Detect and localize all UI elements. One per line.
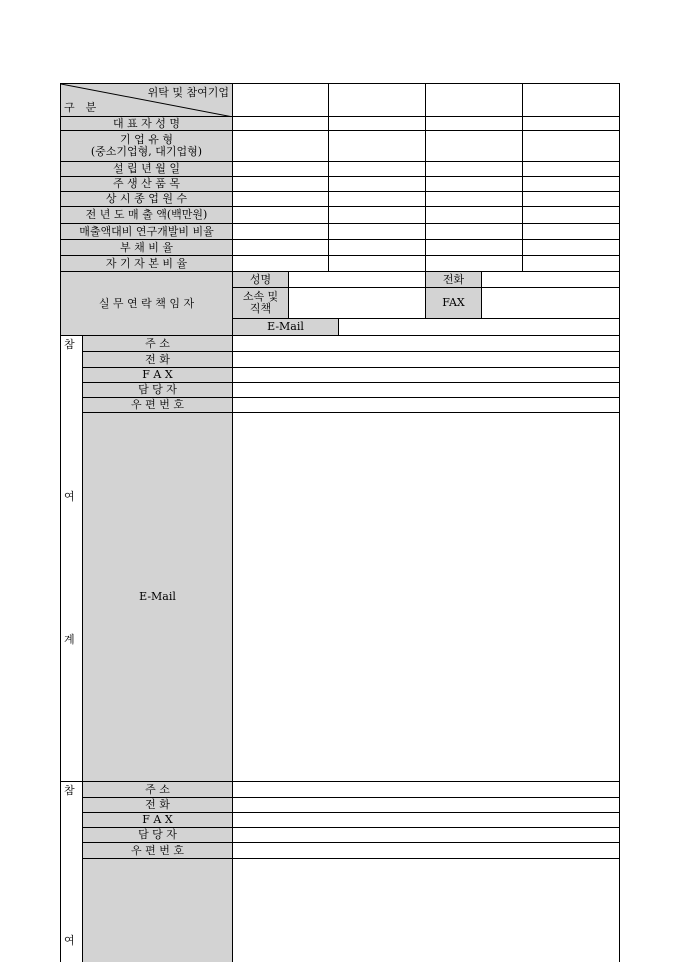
contact-name-field[interactable]	[288, 271, 425, 287]
contact-phone-label: 전화	[425, 271, 481, 287]
participant2-email-field[interactable]	[232, 858, 619, 962]
value-cell[interactable]	[232, 130, 328, 161]
value-cell[interactable]	[522, 239, 619, 255]
value-cell[interactable]	[232, 239, 328, 255]
value-cell[interactable]	[522, 116, 619, 130]
contact-fax-label: FAX	[425, 287, 481, 318]
participant2-address-label: 주 소	[82, 781, 232, 797]
participant2-phone-field[interactable]	[232, 797, 619, 812]
participant2-side-char-2: 여	[64, 934, 75, 947]
value-cell[interactable]	[328, 176, 425, 191]
company-type-line2: (중소기업형, 대기업형)	[90, 145, 203, 158]
value-cell[interactable]	[522, 206, 619, 223]
row-label-employees: 상 시 종 업 원 수	[60, 191, 232, 206]
value-cell[interactable]	[232, 116, 328, 130]
participant2-manager-label: 담 당 자	[82, 827, 232, 842]
participant2-zip-label: 우 편 번 호	[82, 842, 232, 858]
contact-dept-field[interactable]	[288, 287, 425, 318]
value-cell[interactable]	[522, 255, 619, 271]
participant-side-char-1: 참	[64, 338, 75, 351]
contact-dept-line1: 소속 및	[242, 290, 279, 303]
value-cell[interactable]	[425, 191, 522, 206]
participant2-manager-field[interactable]	[232, 827, 619, 842]
value-cell[interactable]	[425, 206, 522, 223]
table-right-border	[619, 83, 620, 962]
participant2-email-label	[82, 858, 232, 962]
header-bottom-label: 구 분	[64, 101, 97, 114]
value-cell[interactable]	[425, 116, 522, 130]
row-label-company-type	[60, 130, 232, 161]
participant2-fax-field[interactable]	[232, 812, 619, 827]
participant-phone-label: 전 화	[82, 351, 232, 367]
participant-manager-label: 담 당 자	[82, 382, 232, 397]
participant2-fax-label: F A X	[82, 812, 232, 827]
participant-address-field[interactable]	[232, 335, 619, 351]
participant2-address-field[interactable]	[232, 781, 619, 797]
participant-fax-label: F A X	[82, 367, 232, 382]
value-cell[interactable]	[522, 223, 619, 239]
participant-zip-field[interactable]	[232, 397, 619, 412]
value-cell[interactable]	[328, 161, 425, 176]
participant-email-label: E-Mail	[82, 412, 232, 781]
row-label-products: 주 생 산 품 목	[60, 176, 232, 191]
participant-side-char-3: 계	[64, 633, 75, 646]
value-cell[interactable]	[232, 223, 328, 239]
value-cell[interactable]	[522, 130, 619, 161]
company-type-line1: 기 업 유 형	[120, 133, 173, 146]
row-label-rnd-ratio: 매출액대비 연구개발비 비율	[60, 223, 232, 239]
participant-zip-label: 우 편 번 호	[82, 397, 232, 412]
value-cell[interactable]	[328, 255, 425, 271]
value-cell[interactable]	[232, 176, 328, 191]
value-cell[interactable]	[328, 130, 425, 161]
participant2-side-char-1: 참	[64, 784, 75, 797]
participant-address-label: 주 소	[82, 335, 232, 351]
company-col-4[interactable]	[522, 83, 619, 116]
row-label-debt-ratio: 부 채 비 율	[60, 239, 232, 255]
participant-phone-field[interactable]	[232, 351, 619, 367]
company-col-1[interactable]	[232, 83, 328, 116]
value-cell[interactable]	[522, 191, 619, 206]
contact-fax-field[interactable]	[481, 287, 619, 318]
value-cell[interactable]	[328, 116, 425, 130]
value-cell[interactable]	[232, 191, 328, 206]
contact-label: 실 무 연 락 책 임 자	[60, 271, 232, 335]
row-label-ceo-name: 대 표 자 성 명	[60, 116, 232, 130]
contact-dept-label	[232, 287, 288, 318]
value-cell[interactable]	[425, 161, 522, 176]
participant-side-column	[60, 335, 82, 781]
contact-email-label: E-Mail	[232, 318, 338, 335]
participant-manager-field[interactable]	[232, 382, 619, 397]
value-cell[interactable]	[328, 206, 425, 223]
value-cell[interactable]	[425, 255, 522, 271]
row-label-equity-ratio: 자 기 자 본 비 율	[60, 255, 232, 271]
company-col-2[interactable]	[328, 83, 425, 116]
participant-email-field[interactable]	[232, 412, 619, 781]
value-cell[interactable]	[425, 130, 522, 161]
value-cell[interactable]	[425, 223, 522, 239]
row-label-founded: 설 립 년 월 일	[60, 161, 232, 176]
value-cell[interactable]	[328, 239, 425, 255]
value-cell[interactable]	[522, 161, 619, 176]
contact-dept-line2: 직책	[249, 302, 272, 315]
value-cell[interactable]	[425, 239, 522, 255]
contact-name-label: 성명	[232, 271, 288, 287]
value-cell[interactable]	[232, 206, 328, 223]
value-cell[interactable]	[328, 191, 425, 206]
header-corner-cell	[60, 83, 232, 116]
participant-fax-field[interactable]	[232, 367, 619, 382]
participant2-phone-label: 전 화	[82, 797, 232, 812]
participant2-zip-field[interactable]	[232, 842, 619, 858]
row-label-sales: 전 년 도 매 출 액(백만원)	[60, 206, 232, 223]
participant-side-char-2: 여	[64, 490, 75, 503]
value-cell[interactable]	[425, 176, 522, 191]
contact-phone-field[interactable]	[481, 271, 619, 287]
value-cell[interactable]	[328, 223, 425, 239]
value-cell[interactable]	[232, 161, 328, 176]
contact-email-field[interactable]	[338, 318, 619, 335]
company-col-3[interactable]	[425, 83, 522, 116]
value-cell[interactable]	[522, 176, 619, 191]
header-top-label: 위탁 및 참여기업	[147, 86, 229, 99]
value-cell[interactable]	[232, 255, 328, 271]
